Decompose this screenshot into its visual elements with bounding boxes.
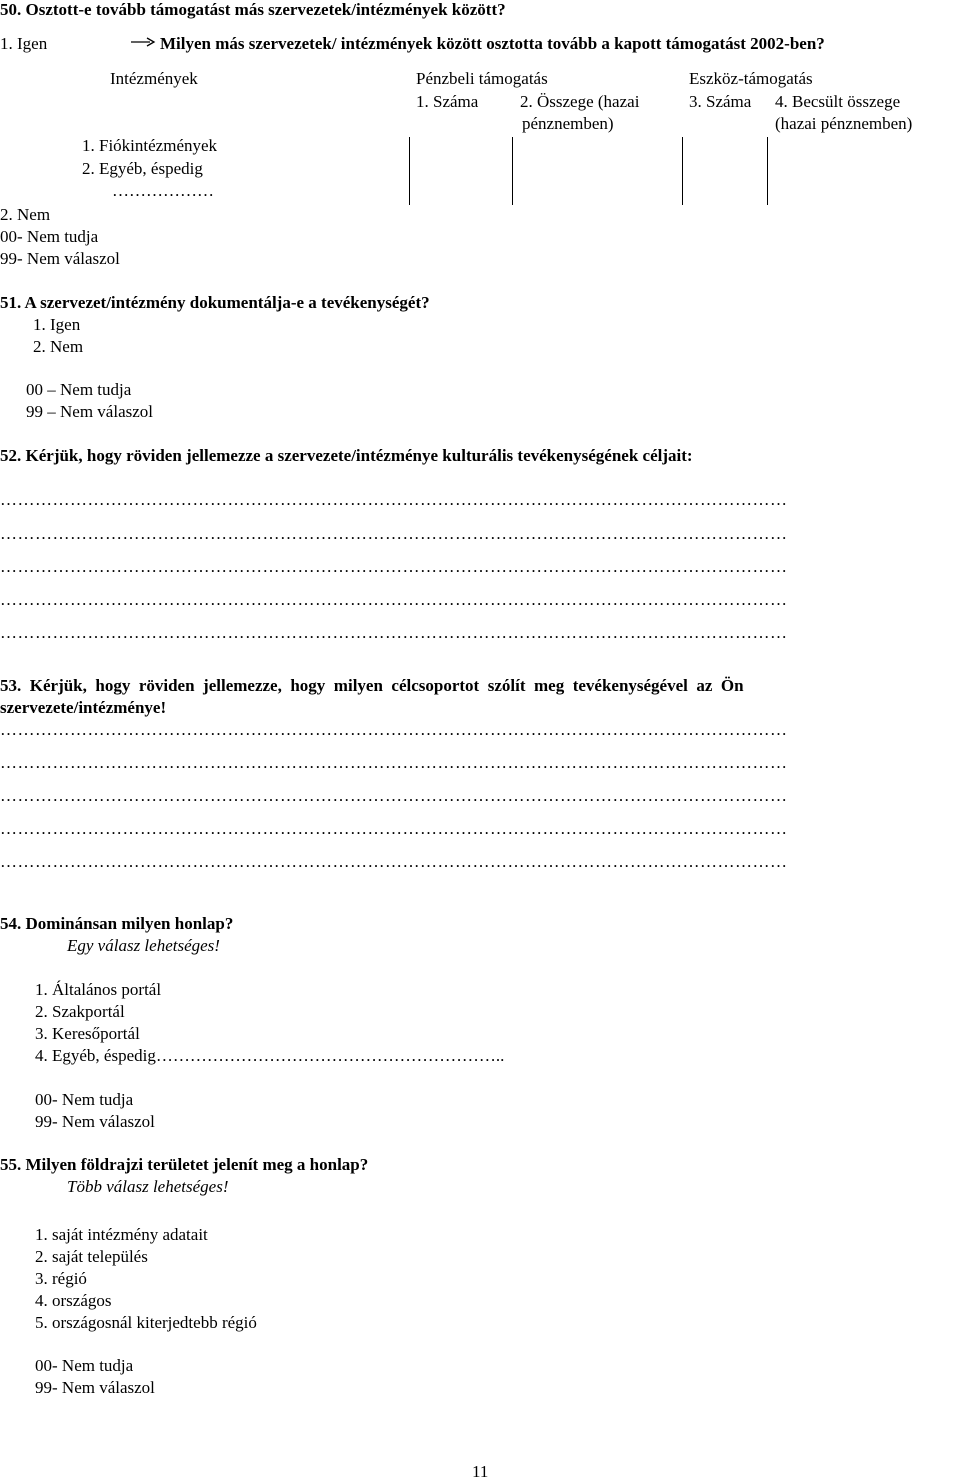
table-divider [682, 137, 683, 205]
table-header-equipment: Eszköz-támogatás [689, 69, 813, 88]
q54-option-search-portal[interactable]: 3. Keresőportál [35, 1024, 140, 1043]
q52-answer-line[interactable]: ……………………………………………………………………………………………………………………… [0, 490, 788, 509]
q54-no-answer-option[interactable]: 99- Nem válaszol [35, 1112, 155, 1131]
table-subheader-amount-cont: pénznemben) [522, 114, 614, 133]
q53-title: 53. Kérjük, hogy röviden jellemezze, hogy milyen célcsoportot szólít meg tevékenységével az Ön [0, 676, 744, 695]
q53-title-cont: szervezete/intézménye! [0, 698, 167, 717]
table-subheader-eq-amount-cont: (hazai pénznemben) [775, 114, 913, 133]
table-header-money: Pénzbeli támogatás [416, 69, 548, 88]
q50-title: 50. Osztott-e tovább támogatást más szervezetek/intézmények között? [0, 0, 506, 19]
q55-title: 55. Milyen földrajzi területet jelenít meg a honlap? [0, 1155, 369, 1174]
q50-dont-know-option[interactable]: 00- Nem tudja [0, 227, 99, 246]
table-row-other: 2. Egyéb, éspedig [82, 159, 203, 178]
q55-option-national[interactable]: 4. országos [35, 1291, 112, 1310]
q50-no-option[interactable]: 2. Nem [0, 205, 51, 224]
q52-answer-line[interactable]: ……………………………………………………………………………………………………………………… [0, 524, 788, 543]
q52-answer-line[interactable]: ……………………………………………………………………………………………………………………… [0, 557, 788, 576]
table-subheader-count: 1. Száma [416, 92, 479, 111]
table-row-branch-institutions: 1. Fiókintézmények [82, 136, 218, 155]
q55-option-beyond-national[interactable]: 5. országosnál kiterjedtebb régió [35, 1313, 257, 1332]
page-number: 11 [472, 1462, 489, 1481]
table-subheader-amount: 2. Összege (hazai [520, 92, 640, 111]
table-divider [767, 137, 768, 205]
q53-answer-line[interactable]: ……………………………………………………………………………………………………………………… [0, 819, 788, 838]
q54-option-special-portal[interactable]: 2. Szakportál [35, 1002, 125, 1021]
q51-dont-know-option[interactable]: 00 – Nem tudja [26, 380, 132, 399]
q55-option-own-settlement[interactable]: 2. saját település [35, 1247, 148, 1266]
q50-followup-question: Milyen más szervezetek/ intézmények között osztotta tovább a kapott támogatást 2002-ben? [160, 34, 825, 53]
q51-option-no[interactable]: 2. Nem [33, 337, 84, 356]
q51-title: 51. A szervezet/intézmény dokumentálja-e a tevékenységét? [0, 293, 430, 312]
q55-dont-know-option[interactable]: 00- Nem tudja [35, 1356, 134, 1375]
table-row-other-dots: ……………… [112, 181, 214, 200]
q54-title: 54. Dominánsan milyen honlap? [0, 914, 234, 933]
table-subheader-eq-amount: 4. Becsült összege [775, 92, 901, 111]
q55-option-region[interactable]: 3. régió [35, 1269, 87, 1288]
table-header-institutions: Intézmények [110, 69, 198, 88]
q53-answer-line[interactable]: ……………………………………………………………………………………………………………………… [0, 786, 788, 805]
q50-yes-label: 1. Igen [0, 34, 48, 53]
table-subheader-eq-count: 3. Száma [689, 92, 752, 111]
q53-answer-line[interactable]: ……………………………………………………………………………………………………………………… [0, 753, 788, 772]
q54-note: Egy válasz lehetséges! [67, 936, 220, 955]
q54-option-other[interactable]: 4. Egyéb, éspedig…………………………………………………….. [35, 1046, 505, 1065]
q55-option-own-institution[interactable]: 1. saját intézmény adatait [35, 1225, 208, 1244]
q50-yes-option[interactable] [0, 34, 47, 54]
q52-title: 52. Kérjük, hogy röviden jellemezze a szervezete/intézménye kulturális tevékenységének céljait: [0, 446, 693, 465]
q54-option-general-portal[interactable]: 1. Általános portál [35, 980, 162, 999]
q50-no-answer-option[interactable]: 99- Nem válaszol [0, 249, 120, 268]
table-divider [409, 137, 410, 205]
q55-note: Több válasz lehetséges! [67, 1177, 229, 1196]
table-divider [512, 137, 513, 205]
q51-option-yes[interactable]: 1. Igen [33, 315, 81, 334]
q55-no-answer-option[interactable]: 99- Nem válaszol [35, 1378, 155, 1397]
q51-no-answer-option[interactable]: 99 – Nem válaszol [26, 402, 153, 421]
q50-arrow-icon [130, 34, 156, 54]
q53-answer-line[interactable]: ……………………………………………………………………………………………………………………… [0, 852, 788, 871]
q52-answer-line[interactable]: ……………………………………………………………………………………………………………………… [0, 590, 788, 609]
q52-answer-line[interactable]: ……………………………………………………………………………………………………………………… [0, 623, 788, 642]
q54-dont-know-option[interactable]: 00- Nem tudja [35, 1090, 134, 1109]
q53-answer-line[interactable]: ……………………………………………………………………………………………………………………… [0, 720, 788, 739]
